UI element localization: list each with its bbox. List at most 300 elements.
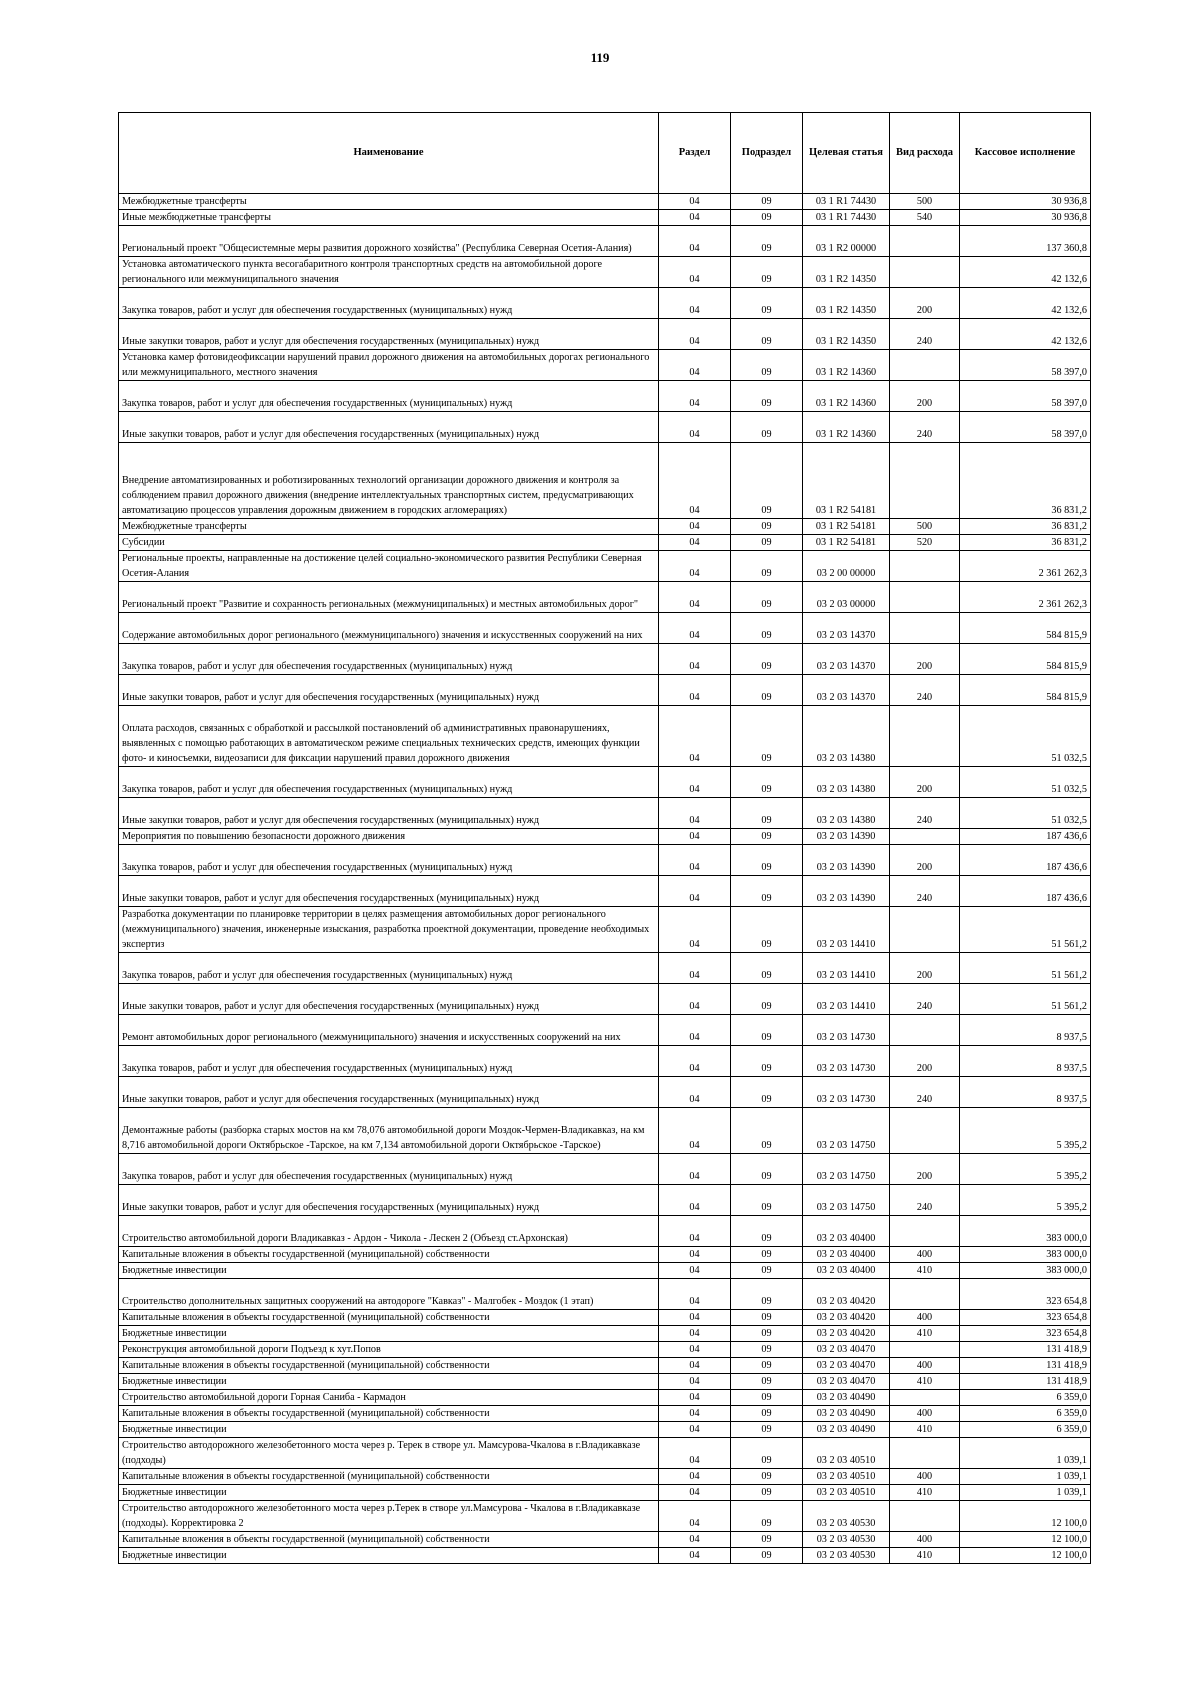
cell-section: 04: [659, 1015, 731, 1046]
cell-expense-type: 200: [890, 288, 960, 319]
cell-name: Закупка товаров, работ и услуг для обеспечения государственных (муниципальных) нужд: [119, 1046, 659, 1077]
cell-name: Установка камер фотовидеофиксации нарушений правил дорожного движения на автомобильных дорогах регионального или межмуниципального, местного значения: [119, 350, 659, 381]
cell-section: 04: [659, 1406, 731, 1422]
cell-subsection: 09: [731, 798, 803, 829]
cell-expense-type: 200: [890, 1046, 960, 1077]
table-row: [119, 1310, 1091, 1326]
cell-execution: 8 937,5: [960, 1015, 1091, 1046]
table-row: [119, 829, 1091, 845]
cell-expense-type: [890, 1108, 960, 1154]
cell-section: 04: [659, 1342, 731, 1358]
cell-execution: 51 561,2: [960, 907, 1091, 953]
cell-target: 03 1 R1 74430: [803, 210, 890, 226]
table-row: [119, 1374, 1091, 1390]
cell-execution: 51 561,2: [960, 984, 1091, 1015]
cell-section: 04: [659, 535, 731, 551]
cell-subsection: 09: [731, 535, 803, 551]
cell-target: 03 2 03 14390: [803, 829, 890, 845]
cell-execution: 5 395,2: [960, 1108, 1091, 1154]
cell-name: Закупка товаров, работ и услуг для обеспечения государственных (муниципальных) нужд: [119, 953, 659, 984]
cell-target: 03 2 00 00000: [803, 551, 890, 582]
cell-target: 03 2 03 40470: [803, 1358, 890, 1374]
cell-expense-type: [890, 1216, 960, 1247]
cell-execution: 36 831,2: [960, 519, 1091, 535]
cell-name: Бюджетные инвестиции: [119, 1485, 659, 1501]
cell-section: 04: [659, 257, 731, 288]
cell-target: 03 2 03 14390: [803, 876, 890, 907]
cell-expense-type: [890, 1279, 960, 1310]
cell-execution: 1 039,1: [960, 1438, 1091, 1469]
cell-expense-type: 540: [890, 210, 960, 226]
cell-section: 04: [659, 907, 731, 953]
table-row: [119, 443, 1091, 519]
cell-subsection: 09: [731, 706, 803, 767]
cell-execution: 12 100,0: [960, 1501, 1091, 1532]
cell-subsection: 09: [731, 1390, 803, 1406]
cell-expense-type: 240: [890, 675, 960, 706]
table-row: [119, 1469, 1091, 1485]
table-row: [119, 350, 1091, 381]
table-row: [119, 675, 1091, 706]
cell-section: 04: [659, 1077, 731, 1108]
cell-execution: 42 132,6: [960, 257, 1091, 288]
cell-execution: 131 418,9: [960, 1342, 1091, 1358]
cell-name: Строительство автомобильной дороги Горная Саниба - Кармадон: [119, 1390, 659, 1406]
table-row: [119, 876, 1091, 907]
cell-target: 03 2 03 14390: [803, 845, 890, 876]
cell-section: 04: [659, 1438, 731, 1469]
cell-target: 03 2 03 40510: [803, 1485, 890, 1501]
cell-section: 04: [659, 1485, 731, 1501]
cell-expense-type: 240: [890, 1185, 960, 1216]
cell-name: Содержание автомобильных дорог регионального (межмуниципального) значения и искусственных сооружений на них: [119, 613, 659, 644]
cell-name: Иные закупки товаров, работ и услуг для обеспечения государственных (муниципальных) нужд: [119, 876, 659, 907]
cell-target: 03 1 R2 14350: [803, 288, 890, 319]
cell-section: 04: [659, 1374, 731, 1390]
cell-execution: 5 395,2: [960, 1185, 1091, 1216]
cell-expense-type: [890, 907, 960, 953]
cell-name: Закупка товаров, работ и услуг для обеспечения государственных (муниципальных) нужд: [119, 288, 659, 319]
cell-subsection: 09: [731, 984, 803, 1015]
table-row: [119, 210, 1091, 226]
table-row: [119, 1422, 1091, 1438]
table-row: [119, 1532, 1091, 1548]
cell-target: 03 1 R2 54181: [803, 535, 890, 551]
cell-section: 04: [659, 644, 731, 675]
cell-section: 04: [659, 288, 731, 319]
cell-subsection: 09: [731, 194, 803, 210]
cell-name: Капитальные вложения в объекты государственной (муниципальной) собственности: [119, 1247, 659, 1263]
cell-expense-type: 400: [890, 1358, 960, 1374]
cell-expense-type: [890, 350, 960, 381]
cell-name: Иные закупки товаров, работ и услуг для обеспечения государственных (муниципальных) нужд: [119, 319, 659, 350]
cell-execution: 36 831,2: [960, 535, 1091, 551]
table-row: [119, 644, 1091, 675]
table-row: [119, 381, 1091, 412]
cell-subsection: 09: [731, 1263, 803, 1279]
cell-target: 03 2 03 14410: [803, 953, 890, 984]
table-row: [119, 519, 1091, 535]
cell-target: 03 2 03 14730: [803, 1015, 890, 1046]
cell-execution: 584 815,9: [960, 675, 1091, 706]
cell-execution: 6 359,0: [960, 1406, 1091, 1422]
cell-execution: 137 360,8: [960, 226, 1091, 257]
header-row: [119, 113, 1091, 194]
cell-section: 04: [659, 412, 731, 443]
cell-name: Оплата расходов, связанных с обработкой и рассылкой постановлений об административных правонарушениях, выявленных с помощью работающих в автоматическом режиме специальных технических средств, имеющих функции фото- и киносъемки, видеозаписи для фиксации нарушений правил дорожного движения: [119, 706, 659, 767]
table-row: [119, 1263, 1091, 1279]
cell-section: 04: [659, 1310, 731, 1326]
cell-section: 04: [659, 1548, 731, 1564]
cell-name: Капитальные вложения в объекты государственной (муниципальной) собственности: [119, 1469, 659, 1485]
cell-section: 04: [659, 210, 731, 226]
cell-execution: 8 937,5: [960, 1077, 1091, 1108]
cell-execution: 12 100,0: [960, 1532, 1091, 1548]
table-row: [119, 907, 1091, 953]
cell-target: 03 2 03 40400: [803, 1247, 890, 1263]
cell-execution: 51 032,5: [960, 706, 1091, 767]
cell-section: 04: [659, 876, 731, 907]
cell-section: 04: [659, 829, 731, 845]
cell-execution: 51 032,5: [960, 767, 1091, 798]
cell-execution: 131 418,9: [960, 1358, 1091, 1374]
cell-target: 03 2 03 40490: [803, 1422, 890, 1438]
cell-target: 03 2 03 14750: [803, 1154, 890, 1185]
cell-name: Закупка товаров, работ и услуг для обеспечения государственных (муниципальных) нужд: [119, 767, 659, 798]
cell-expense-type: 240: [890, 412, 960, 443]
cell-subsection: 09: [731, 1469, 803, 1485]
cell-execution: 12 100,0: [960, 1548, 1091, 1564]
cell-expense-type: 200: [890, 381, 960, 412]
cell-target: 03 2 03 14370: [803, 644, 890, 675]
cell-name: Закупка товаров, работ и услуг для обеспечения государственных (муниципальных) нужд: [119, 1154, 659, 1185]
cell-name: Бюджетные инвестиции: [119, 1263, 659, 1279]
cell-expense-type: 200: [890, 1154, 960, 1185]
header-execution: Кассовое исполнение: [960, 113, 1091, 194]
cell-name: Иные закупки товаров, работ и услуг для обеспечения государственных (муниципальных) нужд: [119, 984, 659, 1015]
table-row: [119, 1046, 1091, 1077]
cell-target: 03 1 R2 14360: [803, 350, 890, 381]
cell-execution: 383 000,0: [960, 1216, 1091, 1247]
cell-execution: 8 937,5: [960, 1046, 1091, 1077]
cell-target: 03 1 R1 74430: [803, 194, 890, 210]
cell-name: Закупка товаров, работ и услуг для обеспечения государственных (муниципальных) нужд: [119, 845, 659, 876]
cell-execution: 36 831,2: [960, 443, 1091, 519]
cell-subsection: 09: [731, 1247, 803, 1263]
cell-execution: 131 418,9: [960, 1374, 1091, 1390]
table-row: [119, 1185, 1091, 1216]
cell-execution: 6 359,0: [960, 1390, 1091, 1406]
cell-subsection: 09: [731, 1422, 803, 1438]
cell-subsection: 09: [731, 1438, 803, 1469]
cell-expense-type: 400: [890, 1310, 960, 1326]
cell-expense-type: 240: [890, 984, 960, 1015]
cell-target: 03 2 03 40490: [803, 1406, 890, 1422]
cell-target: 03 2 03 14410: [803, 984, 890, 1015]
cell-execution: 187 436,6: [960, 876, 1091, 907]
cell-subsection: 09: [731, 1406, 803, 1422]
table-row: [119, 1247, 1091, 1263]
cell-section: 04: [659, 613, 731, 644]
cell-section: 04: [659, 1108, 731, 1154]
cell-name: Региональный проект "Развитие и сохранность региональных (межмуниципальных) и местных автомобильных дорог": [119, 582, 659, 613]
cell-subsection: 09: [731, 1358, 803, 1374]
cell-subsection: 09: [731, 1077, 803, 1108]
cell-subsection: 09: [731, 519, 803, 535]
cell-section: 04: [659, 1154, 731, 1185]
cell-name: Бюджетные инвестиции: [119, 1422, 659, 1438]
table-row: [119, 1390, 1091, 1406]
cell-section: 04: [659, 845, 731, 876]
cell-target: 03 2 03 00000: [803, 582, 890, 613]
cell-target: 03 1 R2 00000: [803, 226, 890, 257]
table-row: [119, 1342, 1091, 1358]
cell-execution: 323 654,8: [960, 1279, 1091, 1310]
cell-section: 04: [659, 551, 731, 582]
cell-subsection: 09: [731, 1532, 803, 1548]
cell-target: 03 2 03 40510: [803, 1469, 890, 1485]
cell-subsection: 09: [731, 350, 803, 381]
cell-subsection: 09: [731, 907, 803, 953]
cell-execution: 58 397,0: [960, 381, 1091, 412]
cell-name: Иные закупки товаров, работ и услуг для обеспечения государственных (муниципальных) нужд: [119, 1077, 659, 1108]
cell-target: 03 2 03 40510: [803, 1438, 890, 1469]
cell-subsection: 09: [731, 953, 803, 984]
cell-target: 03 2 03 40530: [803, 1548, 890, 1564]
cell-name: Установка автоматического пункта весогабаритного контроля транспортных средств на автомобильной дороге регионального или межмуниципального значения: [119, 257, 659, 288]
table-row: [119, 1077, 1091, 1108]
cell-name: Ремонт автомобильных дорог регионального (межмуниципального) значения и искусственных сооружений на них: [119, 1015, 659, 1046]
cell-section: 04: [659, 1358, 731, 1374]
cell-execution: 584 815,9: [960, 644, 1091, 675]
table-row: [119, 1548, 1091, 1564]
table-body: [119, 194, 1091, 1564]
cell-subsection: 09: [731, 1548, 803, 1564]
cell-target: 03 1 R2 14360: [803, 381, 890, 412]
cell-subsection: 09: [731, 1342, 803, 1358]
cell-section: 04: [659, 1046, 731, 1077]
table-row: [119, 226, 1091, 257]
table-row: [119, 706, 1091, 767]
cell-section: 04: [659, 1216, 731, 1247]
cell-subsection: 09: [731, 1015, 803, 1046]
cell-target: 03 2 03 14380: [803, 767, 890, 798]
cell-section: 04: [659, 1532, 731, 1548]
table-row: [119, 194, 1091, 210]
cell-subsection: 09: [731, 381, 803, 412]
cell-execution: 187 436,6: [960, 845, 1091, 876]
cell-target: 03 1 R2 14350: [803, 257, 890, 288]
cell-subsection: 09: [731, 443, 803, 519]
cell-execution: 1 039,1: [960, 1469, 1091, 1485]
cell-expense-type: 200: [890, 644, 960, 675]
cell-subsection: 09: [731, 319, 803, 350]
cell-execution: 42 132,6: [960, 288, 1091, 319]
cell-target: 03 2 03 14380: [803, 798, 890, 829]
table-row: [119, 412, 1091, 443]
cell-expense-type: 410: [890, 1548, 960, 1564]
cell-name: Закупка товаров, работ и услуг для обеспечения государственных (муниципальных) нужд: [119, 381, 659, 412]
cell-target: 03 2 03 40470: [803, 1374, 890, 1390]
table-row: [119, 319, 1091, 350]
table-row: [119, 953, 1091, 984]
cell-target: 03 2 03 40420: [803, 1310, 890, 1326]
header-expense-type: Вид расхода: [890, 113, 960, 194]
cell-execution: 6 359,0: [960, 1422, 1091, 1438]
cell-execution: 1 039,1: [960, 1485, 1091, 1501]
cell-target: 03 2 03 40420: [803, 1326, 890, 1342]
cell-subsection: 09: [731, 1279, 803, 1310]
cell-target: 03 2 03 40470: [803, 1342, 890, 1358]
cell-expense-type: 520: [890, 535, 960, 551]
table-row: [119, 1485, 1091, 1501]
cell-name: Капитальные вложения в объекты государственной (муниципальной) собственности: [119, 1406, 659, 1422]
cell-subsection: 09: [731, 845, 803, 876]
table-row: [119, 551, 1091, 582]
cell-expense-type: [890, 582, 960, 613]
table-row: [119, 1406, 1091, 1422]
cell-expense-type: [890, 1342, 960, 1358]
table-row: [119, 582, 1091, 613]
table-row: [119, 1438, 1091, 1469]
cell-expense-type: 400: [890, 1532, 960, 1548]
header-target: Целевая статья: [803, 113, 890, 194]
cell-target: 03 2 03 14380: [803, 706, 890, 767]
cell-expense-type: [890, 829, 960, 845]
cell-expense-type: 200: [890, 953, 960, 984]
cell-subsection: 09: [731, 1326, 803, 1342]
cell-name: Иные межбюджетные трансферты: [119, 210, 659, 226]
table-row: [119, 798, 1091, 829]
cell-execution: 323 654,8: [960, 1326, 1091, 1342]
cell-execution: 2 361 262,3: [960, 551, 1091, 582]
cell-subsection: 09: [731, 210, 803, 226]
cell-section: 04: [659, 319, 731, 350]
cell-target: 03 2 03 14750: [803, 1108, 890, 1154]
cell-name: Иные закупки товаров, работ и услуг для обеспечения государственных (муниципальных) нужд: [119, 675, 659, 706]
cell-name: Реконструкция автомобильной дороги Подъезд к хут.Попов: [119, 1342, 659, 1358]
cell-subsection: 09: [731, 613, 803, 644]
cell-subsection: 09: [731, 1185, 803, 1216]
cell-section: 04: [659, 798, 731, 829]
cell-subsection: 09: [731, 767, 803, 798]
cell-target: 03 2 03 40530: [803, 1532, 890, 1548]
cell-subsection: 09: [731, 257, 803, 288]
cell-expense-type: [890, 443, 960, 519]
cell-subsection: 09: [731, 1485, 803, 1501]
cell-section: 04: [659, 984, 731, 1015]
cell-execution: 42 132,6: [960, 319, 1091, 350]
cell-section: 04: [659, 1501, 731, 1532]
cell-target: 03 1 R2 14350: [803, 319, 890, 350]
table-row: [119, 535, 1091, 551]
cell-expense-type: 410: [890, 1326, 960, 1342]
cell-target: 03 2 03 40490: [803, 1390, 890, 1406]
cell-expense-type: [890, 1015, 960, 1046]
table-row: [119, 1501, 1091, 1532]
cell-expense-type: [890, 1390, 960, 1406]
cell-subsection: 09: [731, 226, 803, 257]
cell-name: Иные закупки товаров, работ и услуг для обеспечения государственных (муниципальных) нужд: [119, 798, 659, 829]
cell-expense-type: 400: [890, 1247, 960, 1263]
cell-name: Региональный проект "Общесистемные меры развития дорожного хозяйства" (Республика Северная Осетия-Алания): [119, 226, 659, 257]
table-row: [119, 1154, 1091, 1185]
cell-section: 04: [659, 226, 731, 257]
cell-name: Иные закупки товаров, работ и услуг для обеспечения государственных (муниципальных) нужд: [119, 412, 659, 443]
cell-section: 04: [659, 1247, 731, 1263]
cell-name: Региональные проекты, направленные на достижение целей социально-экономического развития Республики Северная Осетия-Алания: [119, 551, 659, 582]
cell-section: 04: [659, 1390, 731, 1406]
cell-expense-type: 240: [890, 798, 960, 829]
cell-section: 04: [659, 381, 731, 412]
cell-execution: 58 397,0: [960, 412, 1091, 443]
cell-name: Иные закупки товаров, работ и услуг для обеспечения государственных (муниципальных) нужд: [119, 1185, 659, 1216]
cell-name: Капитальные вложения в объекты государственной (муниципальной) собственности: [119, 1532, 659, 1548]
cell-section: 04: [659, 1422, 731, 1438]
cell-target: 03 2 03 40400: [803, 1263, 890, 1279]
cell-expense-type: [890, 613, 960, 644]
cell-expense-type: 240: [890, 876, 960, 907]
cell-execution: 2 361 262,3: [960, 582, 1091, 613]
cell-name: Строительство дополнительных защитных сооружений на автодороге "Кавказ" - Малгобек - Моздок (1 этап): [119, 1279, 659, 1310]
cell-subsection: 09: [731, 1310, 803, 1326]
table-row: [119, 1108, 1091, 1154]
cell-section: 04: [659, 1263, 731, 1279]
cell-execution: 584 815,9: [960, 613, 1091, 644]
cell-section: 04: [659, 706, 731, 767]
cell-subsection: 09: [731, 876, 803, 907]
cell-name: Демонтажные работы (разборка старых мостов на км 78,076 автомобильной дороги Моздок-Чермен-Владикавказ, на км 8,716 автомобильной дороги Октябрьское -Тарское, на км 7,134 автомобильной дороги Октябрьское -Тарское): [119, 1108, 659, 1154]
cell-expense-type: 200: [890, 767, 960, 798]
cell-subsection: 09: [731, 412, 803, 443]
cell-name: Капитальные вложения в объекты государственной (муниципальной) собственности: [119, 1310, 659, 1326]
cell-section: 04: [659, 953, 731, 984]
table-row: [119, 257, 1091, 288]
cell-execution: 5 395,2: [960, 1154, 1091, 1185]
cell-section: 04: [659, 194, 731, 210]
cell-subsection: 09: [731, 675, 803, 706]
table-row: [119, 845, 1091, 876]
cell-subsection: 09: [731, 1501, 803, 1532]
table-row: [119, 288, 1091, 319]
cell-section: 04: [659, 519, 731, 535]
budget-table: [118, 112, 1091, 1564]
cell-execution: 187 436,6: [960, 829, 1091, 845]
cell-execution: 30 936,8: [960, 210, 1091, 226]
cell-section: 04: [659, 1279, 731, 1310]
cell-subsection: 09: [731, 1216, 803, 1247]
cell-subsection: 09: [731, 582, 803, 613]
cell-target: 03 2 03 40530: [803, 1501, 890, 1532]
cell-subsection: 09: [731, 1108, 803, 1154]
cell-target: 03 2 03 14730: [803, 1077, 890, 1108]
cell-expense-type: [890, 551, 960, 582]
cell-expense-type: 400: [890, 1469, 960, 1485]
cell-name: Бюджетные инвестиции: [119, 1326, 659, 1342]
header-name: Наименование: [119, 113, 659, 194]
cell-name: Закупка товаров, работ и услуг для обеспечения государственных (муниципальных) нужд: [119, 644, 659, 675]
cell-target: 03 1 R2 54181: [803, 443, 890, 519]
table-row: [119, 613, 1091, 644]
cell-name: Субсидии: [119, 535, 659, 551]
cell-name: Внедрение автоматизированных и роботизированных технологий организации дорожного движения и контроля за соблюдением правил дорожного движения (внедрение интеллектуальных транспортных систем, предусматривающих автоматизацию процессов управления дорожным движением в городских агломерациях): [119, 443, 659, 519]
page-number: 119: [590, 50, 610, 65]
cell-section: 04: [659, 767, 731, 798]
cell-expense-type: 500: [890, 519, 960, 535]
cell-name: Строительство автодорожного железобетонного моста через р.Терек в створе ул.Мамсурова - Чкалова в г.Владикавказе (подходы). Корректировка 2: [119, 1501, 659, 1532]
header-section: Раздел: [659, 113, 731, 194]
cell-target: 03 2 03 14750: [803, 1185, 890, 1216]
